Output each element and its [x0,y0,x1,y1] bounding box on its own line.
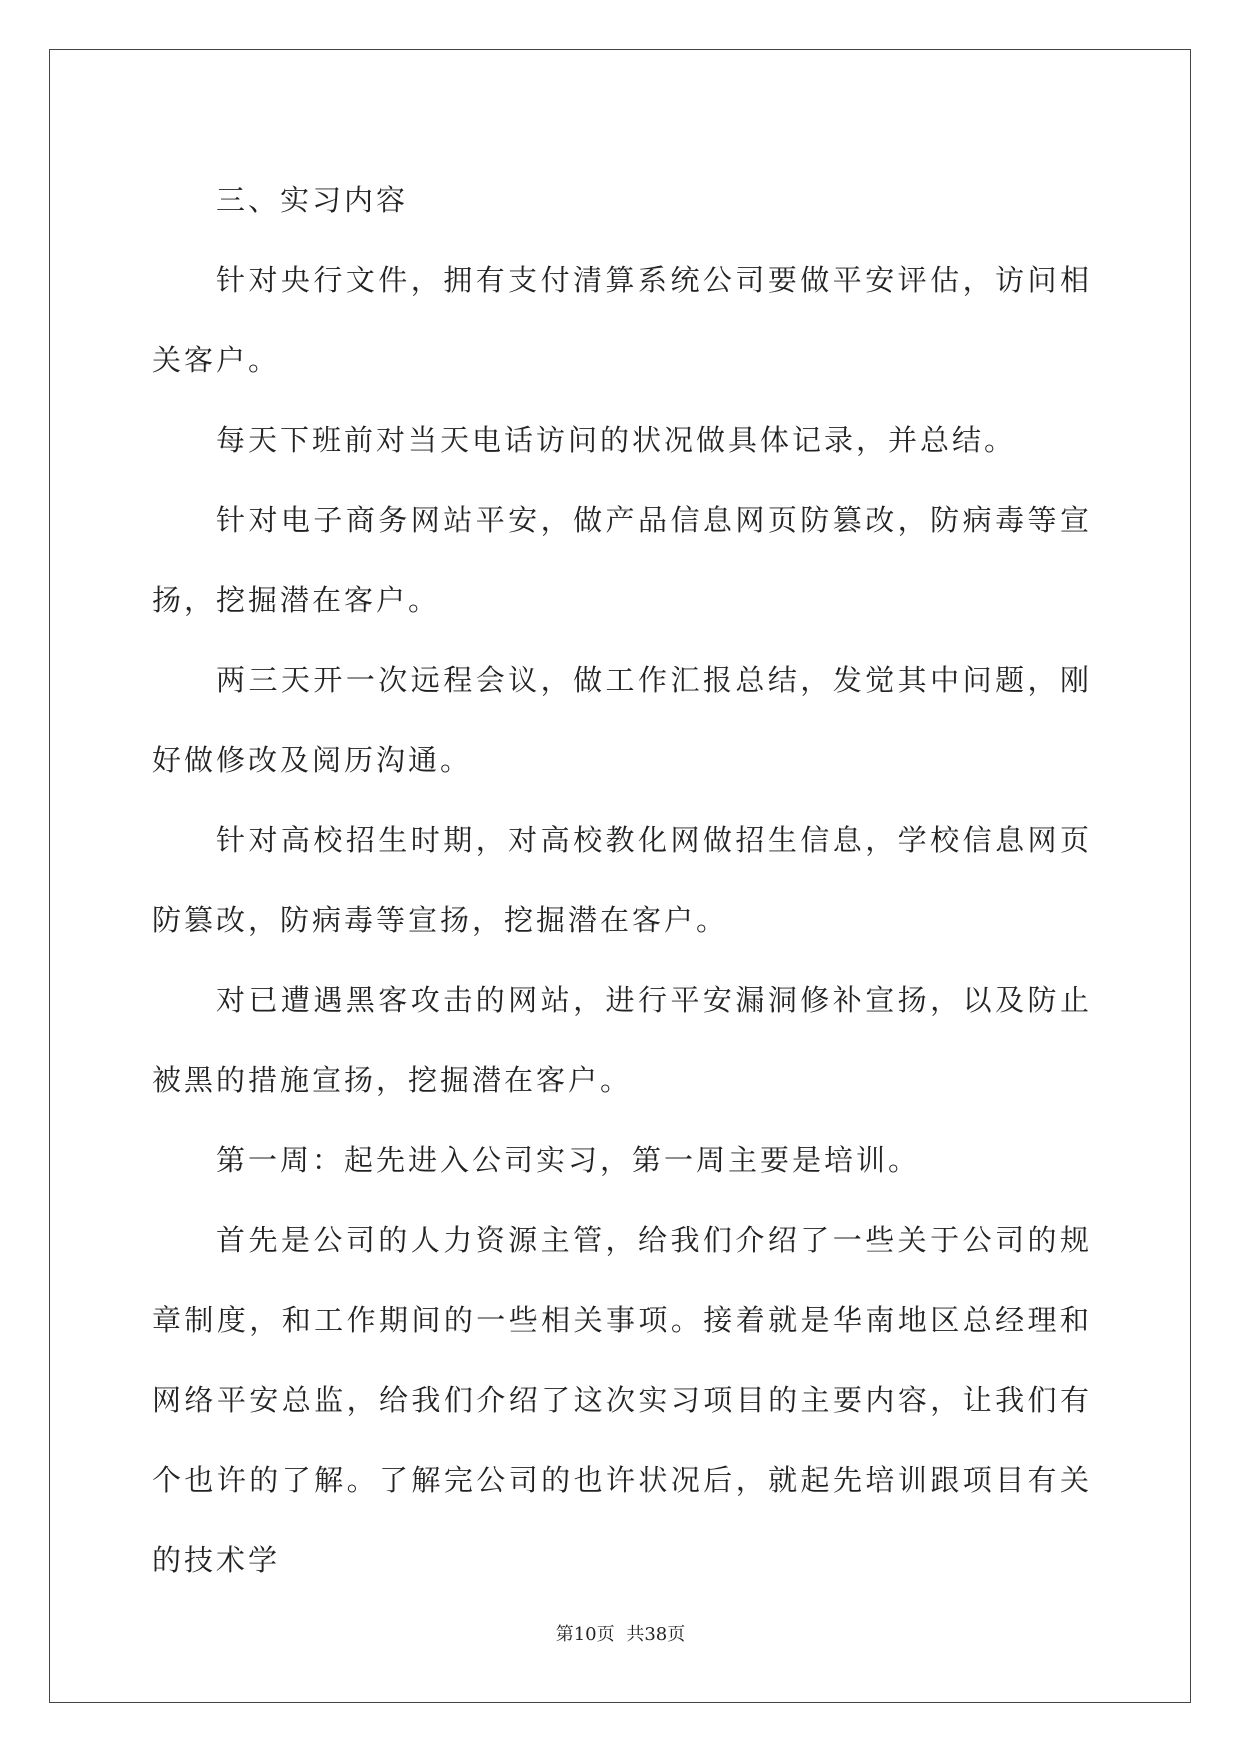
page-total: 共38页 [626,1624,686,1645]
document-body [152,160,1092,1600]
paragraph: 对已遭遇黑客攻击的网站，进行平安漏洞修补宣扬，以及防止被黑的措施宣扬，挖掘潜在客户。 [152,983,1092,1097]
paragraph: 针对央行文件，拥有支付清算系统公司要做平安评估，访问相关客户。 [152,263,1092,377]
paragraph: 第一周：起先进入公司实习，第一周主要是培训。 [216,1143,921,1177]
paragraph: 两三天开一次远程会议，做工作汇报总结，发觉其中问题，刚好做修改及阅历沟通。 [152,663,1092,777]
paragraph: 针对高校招生时期，对高校教化网做招生信息，学校信息网页防篡改，防病毒等宣扬，挖掘潜在客户。 [152,823,1092,937]
section-heading: 三、实习内容 [216,183,409,217]
paragraph: 针对电子商务网站平安，做产品信息网页防篡改，防病毒等宣扬，挖掘潜在客户。 [152,503,1092,617]
page-footer [0,1620,1241,1646]
page-number: 第10页 [555,1624,615,1645]
paragraph: 每天下班前对当天电话访问的状况做具体记录，并总结。 [216,423,1017,457]
paragraph: 首先是公司的人力资源主管，给我们介绍了一些关于公司的规章制度，和工作期间的一些相关事项。接着就是华南地区总经理和网络平安总监，给我们介绍了这次实习项目的主要内容，让我们有个也许的了解。了解完公司的也许状况后，就起先培训跟项目有关的技术学 [152,1223,1092,1577]
